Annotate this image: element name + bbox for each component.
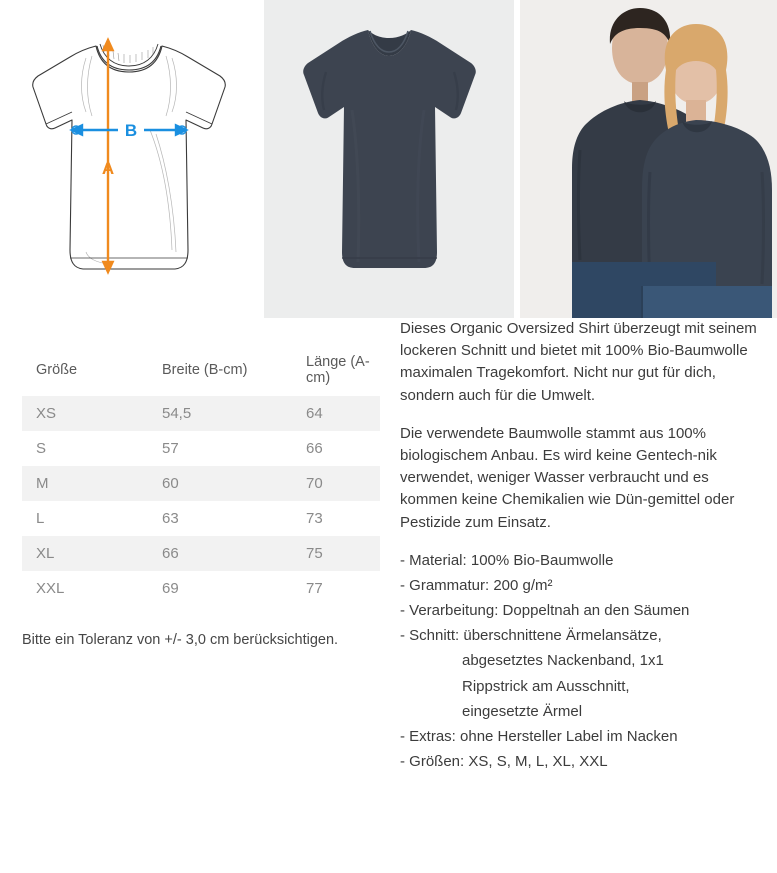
flat-lay-tshirt-photo — [264, 0, 514, 318]
size-table-header-width: Breite (B-cm) — [148, 344, 292, 396]
table-row — [22, 571, 380, 606]
measure-label-a: A — [101, 159, 115, 178]
size-cell-name: XS — [22, 396, 148, 431]
size-chart-table — [22, 344, 380, 606]
description-column — [400, 318, 777, 776]
list-item: Rippstrick am Ausschnitt, — [462, 677, 630, 695]
list-item: eingesetzte Ärmel — [462, 702, 583, 720]
models-wearing-shirt-photo — [520, 0, 777, 318]
size-cell-name: L — [22, 501, 148, 536]
size-cell-width: 54,5 — [148, 396, 292, 431]
product-details-section — [0, 318, 777, 776]
description-paragraph-1: Dieses Organic Oversized Shirt überzeugt mit seinem lockeren Schnitt und bietet mit 100% Bio-Baumwolle maximalen Tragekomfort. Nicht nur gut für dich, sondern auch für die Umwelt. — [400, 320, 757, 404]
table-row — [22, 466, 380, 501]
size-cell-width: 57 — [148, 431, 292, 466]
list-item: - Material: 100% Bio-Baumwolle — [400, 551, 614, 569]
table-row — [22, 431, 380, 466]
size-cell-name: M — [22, 466, 148, 501]
flat-lay-shirt-panel — [264, 0, 514, 318]
product-image-row — [0, 0, 777, 318]
size-cell-width: 66 — [148, 536, 292, 571]
tolerance-note: Bitte ein Toleranz von +/- 3,0 cm berücksichtigen. — [22, 632, 339, 648]
size-cell-length: 73 — [292, 501, 380, 536]
size-cell-width: 63 — [148, 501, 292, 536]
size-table-header-row — [22, 344, 380, 396]
size-cell-width: 69 — [148, 571, 292, 606]
size-cell-name: XL — [22, 536, 148, 571]
size-table-head — [22, 344, 380, 396]
product-description — [400, 318, 763, 534]
size-table-header-size: Größe — [22, 344, 148, 396]
size-cell-name: XXL — [22, 571, 148, 606]
size-cell-length: 66 — [292, 431, 380, 466]
size-cell-length: 64 — [292, 396, 380, 431]
size-cell-length: 75 — [292, 536, 380, 571]
table-row — [22, 396, 380, 431]
size-cell-length: 70 — [292, 466, 380, 501]
size-cell-width: 60 — [148, 466, 292, 501]
list-item: abgesetztes Nackenband, 1x1 — [462, 652, 664, 670]
list-item: - Verarbeitung: Doppeltnah an den Säumen — [400, 602, 690, 620]
tshirt-technical-drawing-icon — [0, 0, 258, 318]
list-item: - Extras: ohne Hersteller Label im Nacken — [400, 728, 678, 745]
measure-label-b: B — [124, 121, 138, 140]
size-table-column — [0, 318, 400, 776]
list-item: - Grammatur: 200 g/m² — [400, 576, 553, 594]
models-photo-panel — [520, 0, 777, 318]
table-row — [22, 536, 380, 571]
product-spec-list — [400, 550, 763, 774]
description-paragraph-2: Die verwendete Baumwolle stammt aus 100% biologischem Anbau. Es wird keine Gentech-nik verwendet, weniger Wasser verbraucht und es kommen keine Chemikalien wie Dün-gemittel oder Pestizide zum Einsatz. — [400, 424, 735, 531]
size-cell-name: S — [22, 431, 148, 466]
table-row — [22, 501, 380, 536]
size-cell-length: 77 — [292, 571, 380, 606]
technical-drawing-panel — [0, 0, 258, 318]
size-table-body — [22, 396, 380, 606]
size-table-header-length: Länge (A-cm) — [292, 344, 380, 396]
list-item: - Größen: XS, S, M, L, XL, XXL — [400, 753, 608, 771]
list-item: - Schnitt: überschnittene Ärmelansätze, — [400, 627, 662, 645]
